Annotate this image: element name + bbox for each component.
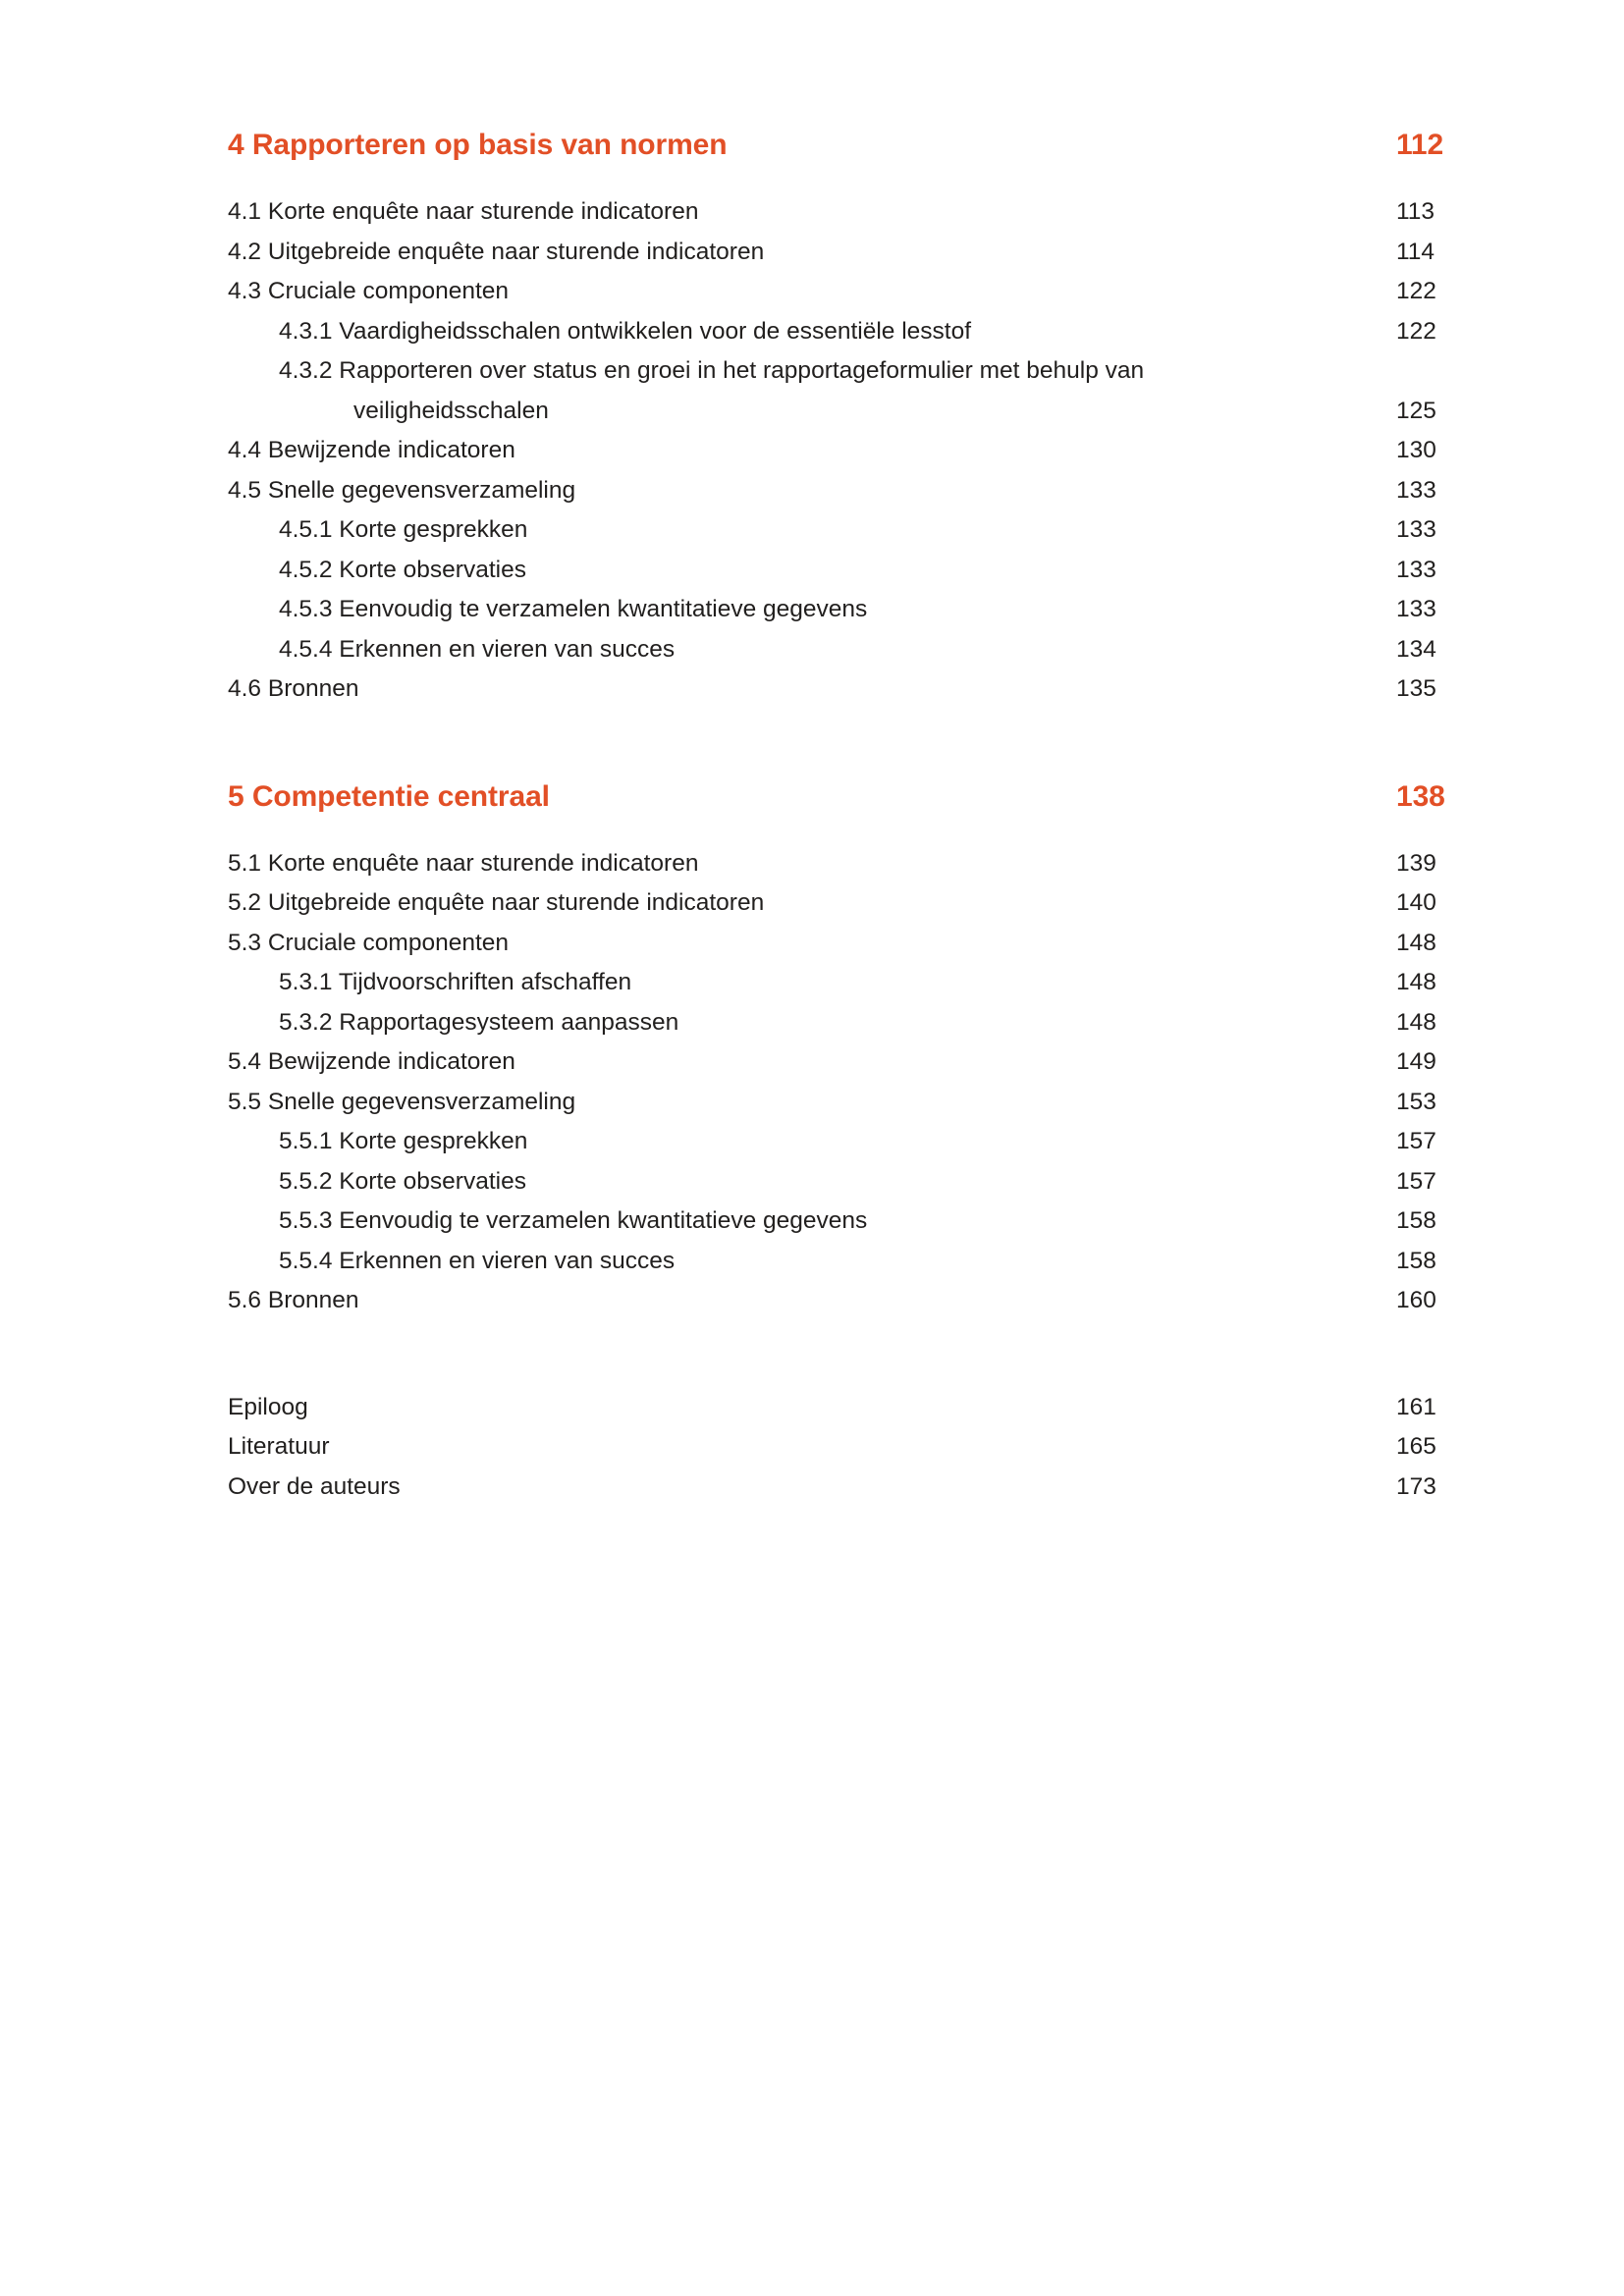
toc-entry[interactable] xyxy=(228,431,1470,471)
toc-entry-page: 135 xyxy=(1396,675,1436,702)
toc-entry[interactable] xyxy=(228,963,1470,1003)
toc-entry-title: 4.3.1 Vaardigheidsschalen ontwikkelen voor de essentiële lesstof xyxy=(279,317,972,345)
toc-entry[interactable] xyxy=(228,272,1470,312)
toc-entry[interactable] xyxy=(228,233,1470,273)
toc-entry-title: 4.3.2 Rapporteren over status en groei in het rapportageformulier met behulp van veiligheidsschalen xyxy=(279,357,1145,424)
toc-entry-literatuur[interactable] xyxy=(228,1427,1470,1468)
toc-entry[interactable] xyxy=(228,1242,1470,1282)
toc-entry-title: 4.6 Bronnen xyxy=(228,675,359,702)
toc-entry-page: 148 xyxy=(1396,929,1436,956)
toc-entry[interactable] xyxy=(228,1042,1470,1083)
toc-entry-title: 5.5.3 Eenvoudig te verzamelen kwantitatieve gegevens xyxy=(279,1207,868,1234)
spacer xyxy=(228,817,1470,844)
toc-entry-title: 4.5.1 Korte gesprekken xyxy=(279,516,528,543)
toc-entry-page: 160 xyxy=(1396,1287,1436,1313)
toc-entry-title: 5.2 Uitgebreide enquête naar sturende indicatoren xyxy=(228,889,765,916)
toc-entry-title: 4.5.4 Erkennen en vieren van succes xyxy=(279,635,676,663)
toc-entry-title: 5.3.2 Rapportagesysteem aanpassen xyxy=(279,1008,679,1036)
toc-entry-title: 5.4 Bewijzende indicatoren xyxy=(228,1048,515,1075)
toc-entry-title: Over de auteurs xyxy=(228,1472,401,1500)
toc-entry-page: 113 xyxy=(1396,198,1435,225)
toc-entry-title: 4.3 Cruciale componenten xyxy=(228,278,510,304)
toc-entry-title: 4.5.2 Korte observaties xyxy=(279,556,526,583)
toc-entry-page: 134 xyxy=(1396,635,1436,663)
toc-entry[interactable] xyxy=(228,590,1470,630)
toc-entry[interactable] xyxy=(228,1003,1470,1043)
toc-entry-page: 133 xyxy=(1396,596,1436,622)
toc-entry-title: 5.3.1 Tijdvoorschriften afschaffen xyxy=(279,969,632,995)
toc-entry[interactable] xyxy=(228,312,1470,352)
chapter-heading-4-title: 4 Rapporteren op basis van normen xyxy=(228,129,728,161)
toc-entry-page: 130 xyxy=(1396,437,1436,463)
spacer xyxy=(228,1321,1470,1388)
toc-entry-page: 122 xyxy=(1396,278,1436,304)
toc-entry-page: 140 xyxy=(1396,889,1436,916)
toc-entry[interactable] xyxy=(228,883,1470,924)
toc-entry-title: Epiloog xyxy=(228,1393,308,1420)
toc-entry-page: 157 xyxy=(1396,1167,1436,1195)
toc-entry-page: 139 xyxy=(1396,849,1436,877)
toc-entry[interactable] xyxy=(228,510,1470,551)
toc-entry-epiloog[interactable] xyxy=(228,1388,1470,1428)
toc-entry[interactable] xyxy=(228,844,1470,884)
toc-entry[interactable] xyxy=(228,351,1470,431)
toc-entry-page: 158 xyxy=(1396,1247,1436,1274)
spacer xyxy=(228,165,1470,192)
toc-entry-page: 125 xyxy=(1396,397,1436,424)
toc-entry-title: 4.5.3 Eenvoudig te verzamelen kwantitatieve gegevens xyxy=(279,596,868,622)
toc-entry-page: 157 xyxy=(1396,1128,1436,1154)
chapter-heading-4-page: 112 xyxy=(1396,129,1444,161)
chapter-heading-4[interactable] xyxy=(228,126,1470,165)
toc-entry-over-de-auteurs[interactable] xyxy=(228,1468,1470,1508)
toc-entry-page: 133 xyxy=(1396,556,1436,583)
toc-entry[interactable] xyxy=(228,1201,1470,1242)
toc-entry-title: 5.6 Bronnen xyxy=(228,1287,359,1313)
toc-entry-page: 161 xyxy=(1396,1393,1436,1420)
toc-entry[interactable] xyxy=(228,192,1470,233)
table-of-contents xyxy=(228,126,1470,1507)
toc-entry-page: 158 xyxy=(1396,1207,1436,1234)
spacer xyxy=(228,710,1470,777)
toc-entry-page: 173 xyxy=(1396,1472,1436,1500)
toc-entry-page: 165 xyxy=(1396,1433,1436,1460)
toc-entry-title: 4.4 Bewijzende indicatoren xyxy=(228,437,515,463)
toc-entry[interactable] xyxy=(228,669,1470,710)
toc-entry[interactable] xyxy=(228,1122,1470,1162)
toc-entry[interactable] xyxy=(228,1162,1470,1202)
chapter-heading-5[interactable] xyxy=(228,777,1470,817)
toc-entry-title: 4.2 Uitgebreide enquête naar sturende indicatoren xyxy=(228,238,765,265)
toc-entry-title: 5.5.4 Erkennen en vieren van succes xyxy=(279,1247,676,1274)
chapter-heading-5-page: 138 xyxy=(1396,779,1445,813)
toc-entry-page: 148 xyxy=(1396,1008,1436,1036)
toc-entry-title: 5.3 Cruciale componenten xyxy=(228,929,510,956)
backmatter-group xyxy=(228,1388,1470,1508)
toc-entry-page: 122 xyxy=(1396,317,1436,345)
toc-entry-page: 133 xyxy=(1396,476,1436,504)
chapter-heading-5-title: 5 Competentie centraal xyxy=(228,779,550,813)
toc-entry[interactable] xyxy=(228,551,1470,591)
toc-entry-page: 148 xyxy=(1396,969,1436,995)
toc-entry-page: 153 xyxy=(1396,1088,1436,1115)
toc-entry[interactable] xyxy=(228,630,1470,670)
toc-entry-title: 4.5 Snelle gegevensverzameling xyxy=(228,476,576,504)
toc-entry-title: 5.5 Snelle gegevensverzameling xyxy=(228,1088,576,1115)
toc-entry-page: 133 xyxy=(1396,516,1436,543)
toc-entry[interactable] xyxy=(228,471,1470,511)
toc-entry-title: 5.5.2 Korte observaties xyxy=(279,1167,526,1195)
toc-entry-title: Literatuur xyxy=(228,1433,330,1460)
toc-entry-title: 5.1 Korte enquête naar sturende indicatoren xyxy=(228,849,699,877)
toc-entry-title: 5.5.1 Korte gesprekken xyxy=(279,1128,528,1154)
toc-entry-page: 114 xyxy=(1396,238,1435,265)
toc-entry-title: 4.1 Korte enquête naar sturende indicatoren xyxy=(228,198,699,225)
toc-entry[interactable] xyxy=(228,924,1470,964)
toc-entry[interactable] xyxy=(228,1281,1470,1321)
toc-entry-page: 149 xyxy=(1396,1048,1436,1075)
toc-entry[interactable] xyxy=(228,1083,1470,1123)
